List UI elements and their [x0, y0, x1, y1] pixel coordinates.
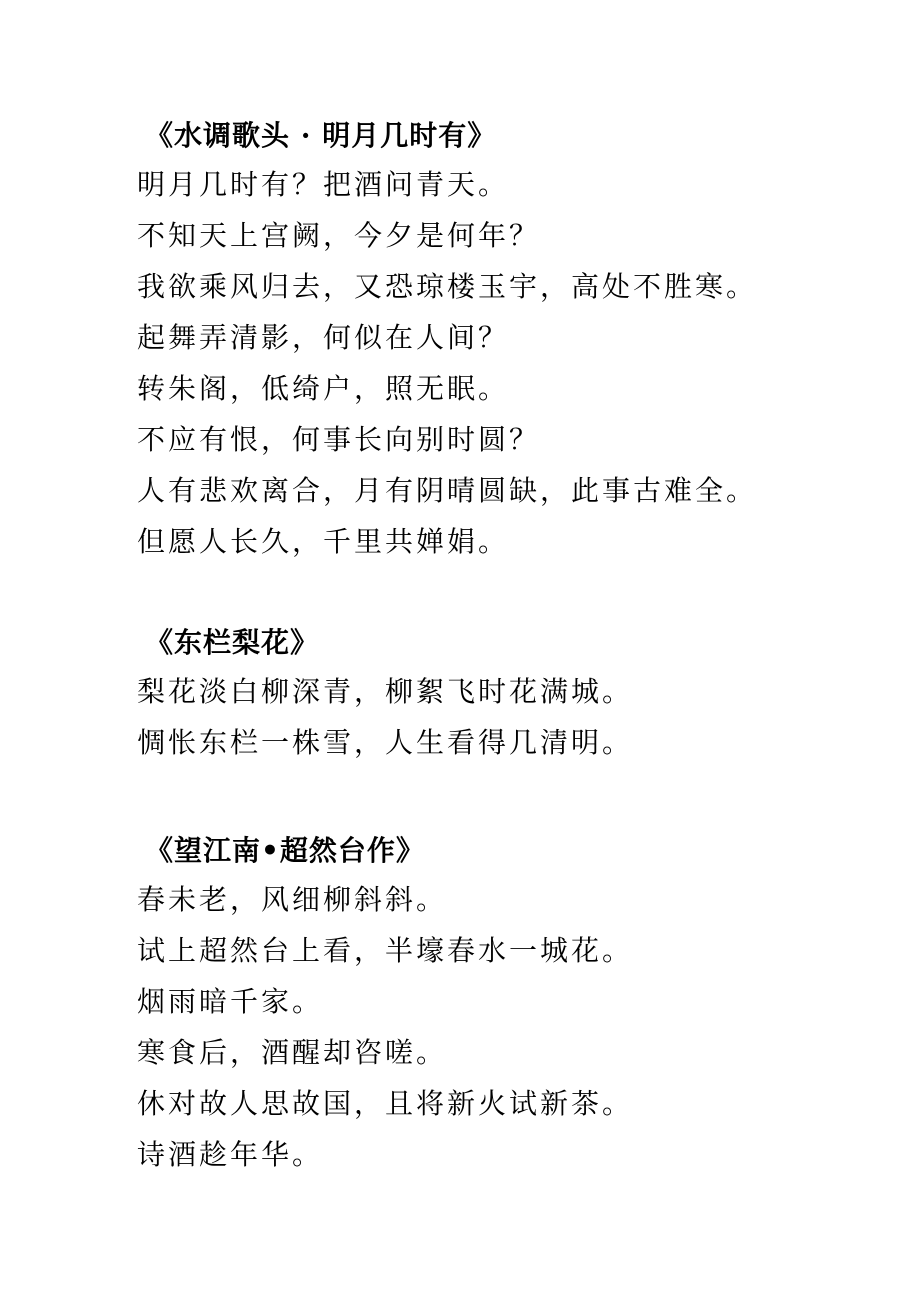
poem-donglan-lihua — [137, 620, 877, 768]
poem-line: 梨花淡白柳深青，柳絮飞时花满城。 — [137, 675, 634, 708]
poem-title: 《东栏梨花》 — [145, 626, 320, 659]
poem-line: 春未老，风细柳斜斜。 — [137, 883, 448, 916]
poem-shuidiao-getou — [137, 113, 877, 567]
poem-line: 不应有恨，何事长向别时圆？ — [137, 423, 541, 456]
poem-line: 烟雨暗千家。 — [137, 985, 324, 1018]
poem-line: 休对故人思故国，且将新火试新茶。 — [137, 1087, 634, 1120]
poem-line: 寒食后，酒醒却咨嗟。 — [137, 1036, 448, 1069]
poem-title: 《水调歌头 · 明月几时有》 — [145, 119, 497, 152]
poem-title: 《望江南•超然台作》 — [145, 834, 425, 867]
poem-line: 试上超然台上看，半壕春水一城花。 — [137, 934, 634, 967]
poem-line: 人有悲欢离合，月有阴晴圆缺，此事古难全。 — [137, 474, 758, 507]
poem-line: 转朱阁，低绮户，照无眠。 — [137, 372, 510, 405]
poem-line: 诗酒趁年华。 — [137, 1138, 324, 1171]
poem-line: 我欲乘风归去，又恐琼楼玉宇，高处不胜寒。 — [137, 270, 758, 303]
poem-line: 明月几时有？把酒问青天。 — [137, 168, 510, 201]
poem-wangjiangnan — [137, 828, 877, 1180]
poem-line: 但愿人长久，千里共婵娟。 — [137, 525, 510, 558]
poem-line: 不知天上宫阙，今夕是何年？ — [137, 219, 541, 252]
poem-line: 起舞弄清影，何似在人间？ — [137, 321, 510, 354]
poem-line: 惆怅东栏一株雪，人生看得几清明。 — [137, 726, 634, 759]
